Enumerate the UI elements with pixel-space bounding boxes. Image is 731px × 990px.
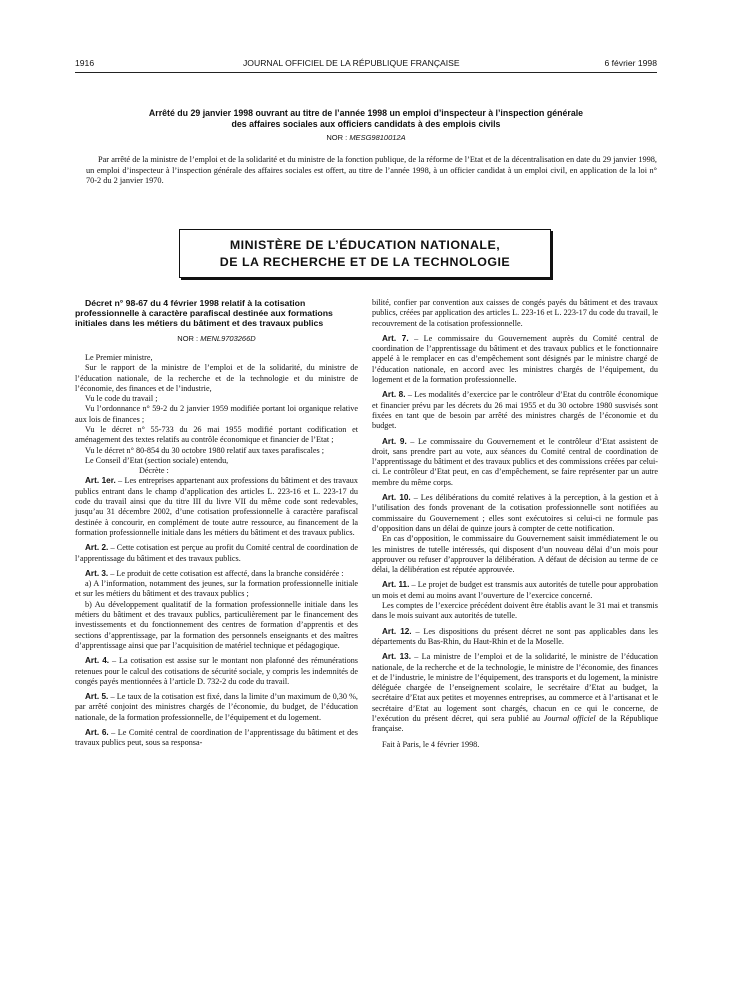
- article-text: – Le Comité central de coordination de l’apprentissage du bâtiment et des travaux publics peut, sous sa responsa-: [75, 728, 358, 748]
- arrete-title-line-1: Arrêté du 29 janvier 1998 ouvrant au titre de l’année 1998 un emploi d’inspecteur à l’inspection générale: [148, 108, 584, 118]
- preamble-line: Le Conseil d’Etat (section sociale) entendu,: [85, 455, 229, 465]
- article-label: Art. 10.: [382, 493, 411, 503]
- arrete-title-line-2: des affaires sociales aux officiers candidats à des emplois civils: [231, 119, 501, 129]
- article-10-paragraph-2: En cas d’opposition, le commissaire du Gouvernement saisit immédiatement le ou les ministres de tutelle intéressés, qui disposent d’un nouveau délai d’un mois pour approuver ou refuser d’approuver la délibération. A défaut de décision au terme de ce délai, la délibération est réputée approuvée.: [372, 534, 658, 575]
- article-label: Art. 7.: [382, 333, 409, 343]
- arrete-title: [75, 108, 657, 130]
- article-text: – Le projet de budget est transmis aux autorités de tutelle pour approbation un mois et demi au moins avant l’ouverture de l’exercice concerné.: [372, 580, 658, 600]
- article-text: – Le commissaire du Gouvernement et le contrôleur d’Etat assistent de droit, sans prendre part au vote, aux séances du Comité central de coordination de l’apprentissage du bâtiment et des travaux publics et des commissions créées par celui-ci. Le contrôleur d’Etat peut, en cas d’empêchement, se faire représenter par un autre membre du même corps.: [372, 436, 658, 487]
- nor-code: MENL9703266D: [200, 333, 256, 343]
- nor-label: NOR :: [177, 333, 199, 343]
- article-label: Art. 4.: [85, 656, 110, 666]
- article-3-item-b: b) Au développement qualitatif de la formation professionnelle initiale dans les métiers du bâtiment et des travaux publics, particulièrement par le financement des investissements et du fonctionnement des centres de formation d’apprentis et des sections d’apprentissage, par la formation des personnels enseignants et des maîtres d’apprentissage ainsi que par l’acquisition de matériel technique et pédagogique.: [75, 599, 358, 650]
- article-label: Art. 13.: [382, 652, 411, 662]
- decrete-heading: Décrète :: [139, 466, 169, 476]
- article-label: Art. 3.: [85, 568, 109, 578]
- article-1: [75, 476, 358, 538]
- article-9: [372, 437, 658, 488]
- right-column: [372, 298, 658, 750]
- article-label: Art. 8.: [382, 390, 406, 400]
- left-column: [75, 298, 358, 749]
- arrete-paragraph: Par arrêté de la ministre de l’emploi et de la solidarité et du ministre de la fonction publique, de la réforme de l’Etat et de la décentralisation en date du 29 janvier 1998, un emploi d’inspecteur à l’inspection générale des affaires sociales est offert, au titre de l’année 1998, à un officier candidat à un emploi civil, en application de la loi n° 70-2 du 2 janvier 1970.: [86, 155, 657, 186]
- article-7: [372, 334, 658, 385]
- article-6: [75, 728, 358, 749]
- article-3-item-a: a) A l’information, notamment des jeunes, sur la formation professionnelle initiale et sur les métiers du bâtiment et des travaux publics ;: [75, 579, 358, 599]
- article-label: Art. 6.: [85, 728, 109, 737]
- journal-title: JOURNAL OFFICIEL DE LA RÉPUBLIQUE FRANÇAISE: [243, 58, 460, 68]
- article-13: [372, 652, 658, 734]
- article-label: Art. 11.: [382, 580, 410, 590]
- issue-date: 6 février 1998: [604, 58, 657, 68]
- article-label: Art. 1er.: [85, 476, 116, 486]
- article-label: Art. 9.: [382, 436, 407, 446]
- article-3: [75, 569, 358, 579]
- article-text: – La cotisation est assise sur le montant non plafonné des rémunérations retenues pour le calcul des cotisations de sécurité sociale, y compris les indemnités de congés payés mentionnées à l’article D. 732-2 du code du travail.: [75, 656, 358, 686]
- article-label: Art. 2.: [85, 543, 109, 553]
- header-rule: [75, 72, 657, 73]
- journal-officiel-italic: Journal officiel: [543, 713, 596, 723]
- article-4: [75, 656, 358, 687]
- article-text: – Les entreprises appartenant aux professions du bâtiment et des travaux publics entrant dans le champ d’application des articles L. 223-16 et L. 223-17 du code du travail ainsi que du titre III du livre VII du même code sont redevables, jusqu’au 31 décembre 2002, d’une cotisation professionnelle à caractère parafiscal destinée à concourir, en complément de toute autre ressource, au financement de la formation professionnelle initiale dans les métiers du bâtiment et des travaux publics.: [75, 476, 358, 537]
- article-label: Art. 12.: [382, 626, 412, 636]
- article-label: Art. 5.: [85, 692, 109, 702]
- preamble-line: Vu le décret n° 80-854 du 30 octobre 1980 relatif aux taxes parafiscales ;: [85, 445, 324, 455]
- article-text: – Le commissaire du Gouvernement auprès du Comité central de coordination de l’apprentissage du bâtiment et des travaux publics et le fonctionnaire appelé à le remplacer en cas d’empêchement sont désignés par le ministre chargé de l’éducation nationale, en accord avec les ministres chargés de l’équipement, du logement et de la formation professionnelle.: [372, 333, 658, 385]
- article-8: [372, 390, 658, 431]
- preamble-line: Sur le rapport de la ministre de l’emploi et de la solidarité, du ministre de l’éducation nationale, de la recherche et de la technologie et du ministre de l’économie, des finances et de l’industrie,: [75, 363, 358, 393]
- article-text: – Les modalités d’exercice par le contrôleur d’Etat du contrôle économique et financier prévu par les décrets du 26 mai 1955 et du 30 octobre 1980 susvisés sont fixées en tant que de besoin par arrêté des ministres chargés de l’économie et du budget.: [372, 390, 658, 431]
- nor-label: NOR :: [326, 133, 348, 142]
- article-11: [372, 580, 658, 601]
- article-10: [372, 493, 658, 534]
- article-6-continued: bilité, confier par convention aux caisses de congés payés du bâtiment et des travaux publics, créées par application des articles L. 223-16 et L. 223-17 du code du travail, le recouvrement de la cotisation professionnelle.: [372, 298, 658, 328]
- preamble-line: Vu le code du travail ;: [85, 394, 158, 404]
- ministry-line-1: MINISTÈRE DE L’ÉDUCATION NATIONALE,: [229, 238, 501, 252]
- article-text: – Cette cotisation est perçue au profit du Comité central de coordination de l’apprentissage du bâtiment et des travaux publics.: [75, 543, 358, 563]
- preamble-line: Vu l’ordonnance n° 59-2 du 2 janvier 1959 modifiée portant loi organique relative aux lois de finances ;: [75, 404, 358, 424]
- decret-nor: [75, 334, 358, 344]
- arrete-body: [86, 155, 657, 187]
- signature-line: Fait à Paris, le 4 février 1998.: [382, 739, 480, 749]
- running-header: [75, 58, 657, 70]
- arrete-nor: [75, 133, 657, 142]
- article-12: [372, 627, 658, 648]
- article-11-paragraph-2: Les comptes de l’exercice précédent doivent être établis avant le 31 mai et transmis dans le mois suivant aux autorités de tutelle.: [372, 601, 658, 621]
- article-2: [75, 543, 358, 564]
- preamble-line: Le Premier ministre,: [85, 352, 153, 362]
- article-text: – Les délibérations du comité relatives à la perception, à la gestion et à l’utilisation des fonds provenant de la cotisation professionnelle sont notifiées au commissaire du Gouvernement ; elles sont exécutoires si celui-ci ne formule pas d’opposition dans un délai de quinze jours à compter de cette notification.: [372, 493, 658, 533]
- ministry-heading-box: [179, 229, 551, 278]
- article-text: – La ministre de l’emploi et de la solidarité, le ministre de l’éducation nationale, de la recherche et de la technologie, le ministre de l’économie, des finances et de l’industrie, le ministre de l’équipement, des transports et du logement, la ministre déléguée chargée de l’enseignement scolaire, le secrétaire d’Etat au budget, la secrétaire d’Etat aux petites et moyennes entreprises, au commerce et à l’artisanat et le secrétaire d’Etat au logement sont chargés, chacun en ce qui le concerne, de l’exécution du présent décret, qui sera publié au: [372, 652, 659, 723]
- article-text: – Le produit de cette cotisation est affecté, dans la branche considérée :: [108, 568, 344, 578]
- preamble-line: Vu le décret n° 55-733 du 26 mai 1955 modifié portant codification et aménagement des textes relatifs au contrôle économique et financier de l’Etat ;: [75, 424, 358, 445]
- nor-code: MESG9810012A: [349, 133, 406, 142]
- decret-title: Décret n° 98-67 du 4 février 1998 relatif à la cotisation professionnelle à caractère parafiscal destinée aux formations initiales dans les métiers du bâtiment et des travaux publics: [75, 298, 333, 329]
- article-text: – Les dispositions du présent décret ne sont pas applicables dans les départements du Bas-Rhin, du Haut-Rhin et de la Moselle.: [372, 626, 658, 646]
- article-text: – Le taux de la cotisation est fixé, dans la limite d’un maximum de 0,30 %, par arrêté conjoint des ministres chargés de l’économie, du budget, de l’éducation nationale, de la formation professionnelle, de l’équipement et du logement.: [75, 692, 358, 722]
- article-5: [75, 692, 358, 723]
- ministry-line-2: DE LA RECHERCHE ET DE LA TECHNOLOGIE: [219, 255, 511, 269]
- page-number: 1916: [75, 58, 95, 68]
- article-text-end: de la République française.: [372, 713, 658, 734]
